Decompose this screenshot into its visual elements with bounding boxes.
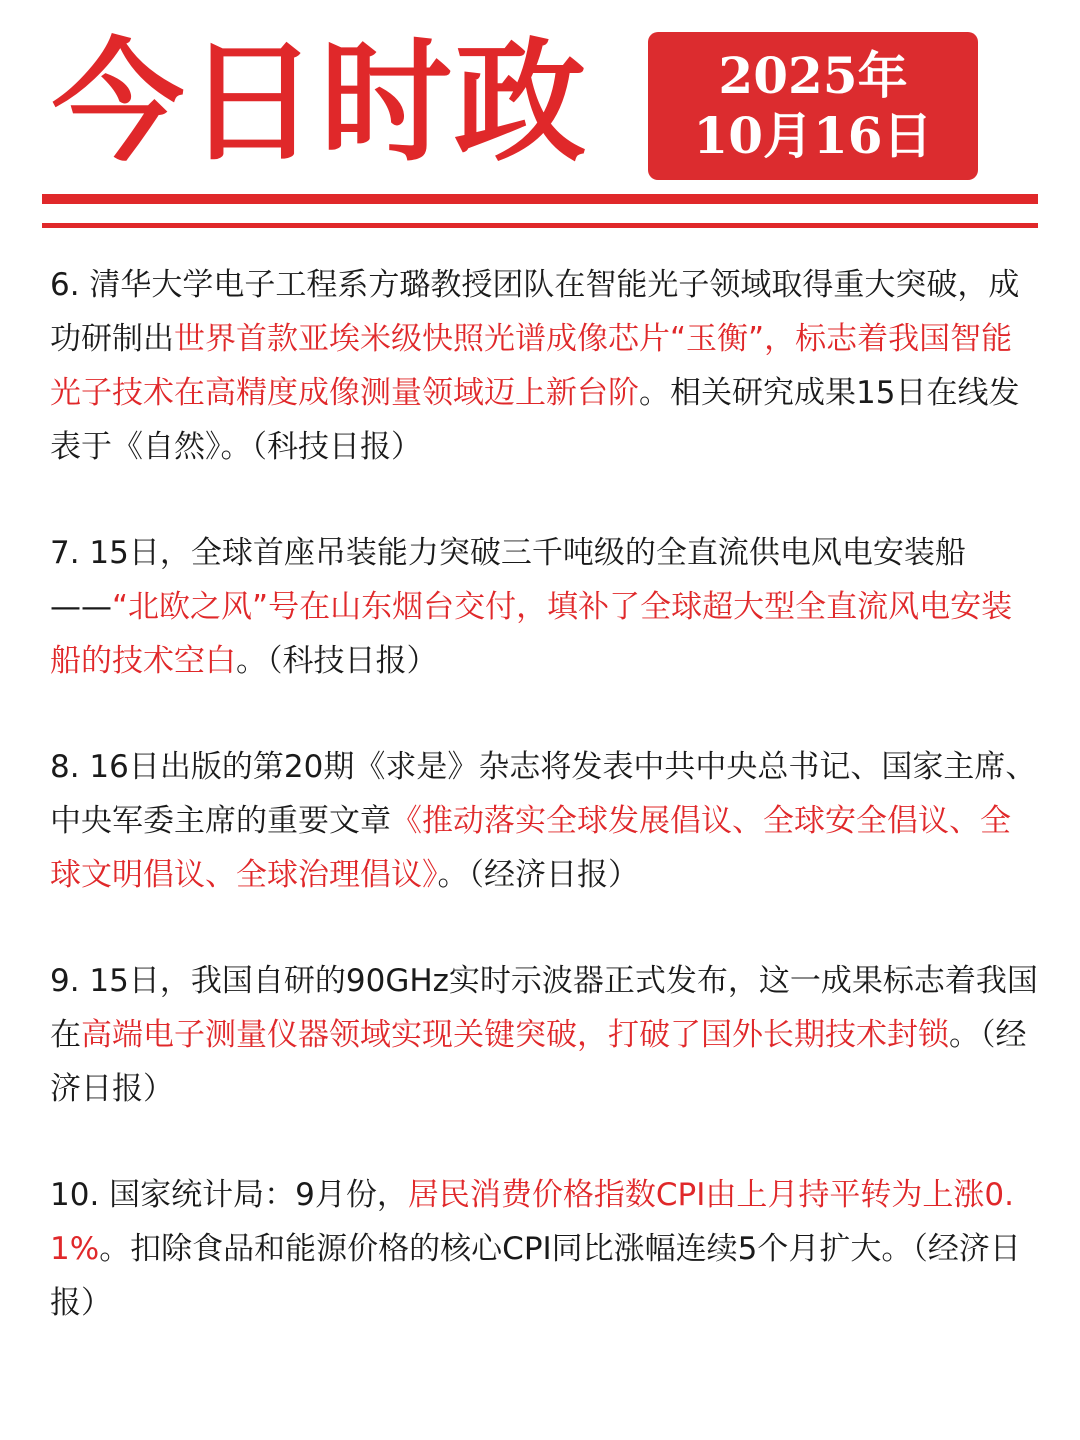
header-rule-thin: [42, 223, 1038, 228]
news-text: 。相关研究成果15日在线发表于《自然》。（科技日报）: [50, 375, 1020, 465]
news-highlight: 世界首款亚埃米级快照光谱成像芯片“玉衡”，标志着我国智能光子技术在高精度成像测量领域迈上新台阶: [50, 321, 1013, 411]
news-item-8: [50, 740, 1040, 902]
date-day: 10月16日: [693, 106, 933, 165]
date-year: 2025年: [718, 46, 908, 105]
page-title: 今日时政: [52, 25, 588, 180]
news-text: 10. 国家统计局：9月份，: [50, 1177, 408, 1213]
news-item-7: [50, 526, 1040, 688]
news-text: 。（经济日报）: [50, 1017, 1027, 1107]
news-highlight: 居民消费价格指数CPI由上月持平转为上涨0.1%: [50, 1177, 1014, 1267]
news-highlight: 《推动落实全球发展倡议、全球安全倡议、全球文明倡议、全球治理倡议》: [50, 803, 1011, 893]
header-rule-thick: [42, 194, 1038, 204]
news-text: 。（经济日报）: [437, 857, 639, 893]
news-item-6: [50, 258, 1040, 474]
news-highlight: 高端电子测量仪器领域实现关键突破，打破了国外长期技术封锁: [81, 1017, 949, 1053]
news-item-10: [50, 1168, 1040, 1330]
news-text: 9. 15日，我国自研的90GHz实时示波器正式发布，这一成果标志着我国在: [50, 963, 1038, 1053]
news-text: 8. 16日出版的第20期《求是》杂志将发表中共中央总书记、国家主席、中央军委主席的重要文章: [50, 749, 1037, 839]
news-text: 。（科技日报）: [236, 643, 438, 679]
news-highlight: “北欧之风”号在山东烟台交付，填补了全球超大型全直流风电安装船的技术空白: [50, 589, 1013, 679]
news-text: 6. 清华大学电子工程系方璐教授团队在智能光子领域取得重大突破，成功研制出: [50, 267, 1020, 357]
news-text: 。扣除食品和能源价格的核心CPI同比涨幅连续5个月扩大。（经济日报）: [50, 1231, 1021, 1321]
date-badge: [648, 32, 978, 180]
news-list: [50, 258, 1040, 1382]
news-item-9: [50, 954, 1040, 1116]
news-text: 7. 15日，全球首座吊装能力突破三千吨级的全直流供电风电安装船——: [50, 535, 966, 625]
